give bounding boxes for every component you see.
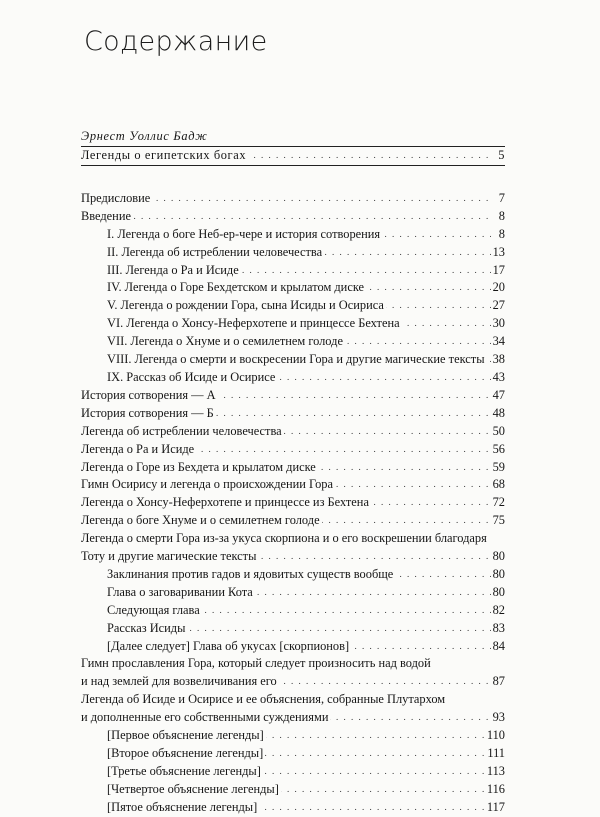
toc-entry-title: VII. Легенда о Хнуме и о семилетнем голоде — [107, 333, 345, 351]
toc-entry-page: 8 — [497, 208, 505, 226]
toc-entry-page: 27 — [491, 297, 505, 315]
toc-entry[interactable] — [81, 333, 505, 351]
toc-entry-page: 113 — [485, 763, 505, 781]
toc-entry-page: 34 — [491, 333, 505, 351]
toc-main-entry[interactable] — [81, 147, 505, 165]
toc-entry-page: 82 — [491, 602, 505, 620]
toc-entry-title: Заклинания против гадов и ядовитых существ вообще — [107, 566, 395, 584]
author-name: Эрнест Уоллис Бадж — [81, 129, 208, 143]
toc-entry-page: 47 — [491, 387, 505, 405]
toc-entry-title: Легенда о Хонсу-Неферхотепе и принцессе из Бехтена — [81, 494, 371, 512]
toc-entry-title: Легенда о боге Хнуме и о семилетнем голоде — [81, 512, 322, 530]
toc-entry-title: История сотворения — Б — [81, 405, 216, 423]
toc-entry-page: 5 — [496, 147, 505, 165]
toc-entry-title: VIII. Легенда о смерти и воскресении Гора и другие магические тексты — [107, 351, 487, 369]
toc-entry-title: IX. Рассказ об Исиде и Осирисе — [107, 369, 277, 387]
toc-entry[interactable] — [81, 763, 505, 781]
toc-entry-title-line: Легенда о смерти Гора из-за укуса скорпиона и о его воскрешении благодаря — [81, 531, 487, 546]
toc-entry[interactable] — [81, 423, 505, 441]
toc-entry[interactable] — [81, 405, 505, 423]
toc-entry-title: Рассказ Исиды — [107, 620, 187, 638]
toc-entry-title: Гимн Осирису и легенда о происхождении Гора — [81, 476, 335, 494]
table-of-contents — [81, 128, 505, 817]
toc-entry-title-line: и дополненные его собственными суждениями — [81, 709, 330, 727]
toc-entry[interactable] — [81, 566, 505, 584]
toc-entry-title: Легенды о египетских богах — [81, 147, 248, 165]
toc-entry-title: Легенда о Ра и Исиде — [81, 441, 196, 459]
toc-entry[interactable] — [81, 512, 505, 530]
toc-entry-page: 80 — [491, 584, 505, 602]
toc-entry[interactable] — [81, 781, 505, 799]
toc-entry-page: 43 — [491, 369, 505, 387]
toc-entry[interactable] — [81, 369, 505, 387]
toc-entry-multiline[interactable] — [81, 655, 505, 691]
toc-entry-title: Легенда о Горе из Бехдета и крылатом диске — [81, 459, 318, 477]
toc-entry[interactable] — [81, 208, 505, 226]
toc-entry-title: [Пятое объяснение легенды] — [107, 799, 259, 817]
toc-entry[interactable] — [81, 602, 505, 620]
toc-entry[interactable] — [81, 315, 505, 333]
toc-entry-page: 110 — [485, 727, 505, 745]
toc-entry-title: Предисловие — [81, 190, 152, 208]
toc-entry-page: 83 — [491, 620, 505, 638]
toc-entry[interactable] — [81, 387, 505, 405]
toc-entry-page: 68 — [491, 476, 505, 494]
toc-entry[interactable] — [81, 494, 505, 512]
toc-entry-title: [Четвертое объяснение легенды] — [107, 781, 281, 799]
toc-entry-page: 38 — [491, 351, 505, 369]
toc-entry[interactable] — [81, 226, 505, 244]
toc-entry[interactable] — [81, 441, 505, 459]
toc-entry-title: II. Легенда об истреблении человечества — [107, 244, 324, 262]
bottom-rule — [81, 165, 505, 166]
toc-entry[interactable] — [81, 584, 505, 602]
toc-entry[interactable] — [81, 190, 505, 208]
toc-entry-title-line: Гимн прославления Гора, который следует произносить над водой — [81, 656, 431, 671]
toc-entry-title-line: Тоту и другие магические тексты — [81, 548, 258, 566]
toc-entry-title-line: Легенда об Исиде и Осирисе и ее объяснения, собранные Плутархом — [81, 692, 446, 707]
toc-entry[interactable] — [81, 351, 505, 369]
toc-entry-page: 30 — [491, 315, 505, 333]
toc-entry[interactable] — [81, 476, 505, 494]
toc-entry-title: [Второе объяснение легенды] — [107, 745, 265, 763]
page-heading: Содержание — [84, 26, 268, 57]
toc-entry-multiline[interactable] — [81, 530, 505, 566]
toc-entry-page: 111 — [485, 745, 505, 763]
toc-entry-page: 87 — [491, 673, 505, 691]
toc-entry-title: История сотворения — А — [81, 387, 218, 405]
toc-entry-page: 7 — [497, 190, 505, 208]
toc-entry-page: 20 — [491, 279, 505, 297]
toc-entry-page: 8 — [497, 226, 505, 244]
toc-entry-page: 48 — [491, 405, 505, 423]
toc-entry[interactable] — [81, 745, 505, 763]
toc-entry-title-line: и над землей для возвеличивания его — [81, 673, 279, 691]
toc-entry[interactable] — [81, 297, 505, 315]
toc-entry-page: 80 — [491, 548, 505, 566]
toc-entry-page: 17 — [491, 262, 505, 280]
toc-entry-page: 93 — [491, 709, 505, 727]
toc-entry[interactable] — [81, 620, 505, 638]
toc-entry-page: 75 — [491, 512, 505, 530]
toc-entry-page: 59 — [491, 459, 505, 477]
toc-entry-title: Легенда об истреблении человечества — [81, 423, 284, 441]
toc-entry-page: 56 — [491, 441, 505, 459]
toc-entry[interactable] — [81, 799, 505, 817]
toc-entry[interactable] — [81, 727, 505, 745]
toc-entry[interactable] — [81, 262, 505, 280]
toc-entry-title: [Третье объяснение легенды] — [107, 763, 263, 781]
toc-entry-title: I. Легенда о боге Неб-ер-чере и история сотворения — [107, 226, 382, 244]
toc-entry-title: Следующая глава — [107, 602, 202, 620]
toc-entry-page: 117 — [485, 799, 505, 817]
toc-entry-title: VI. Легенда о Хонсу-Неферхотепе и принцессе Бехтена — [107, 315, 402, 333]
toc-entry-title: V. Легенда о рождении Гора, сына Исиды и Осириса — [107, 297, 386, 315]
toc-entry[interactable] — [81, 459, 505, 477]
toc-entry-title: IV. Легенда о Горе Бехдетском и крылатом диске — [107, 279, 366, 297]
toc-entry-title: [Первое объяснение легенды] — [107, 727, 266, 745]
toc-entry[interactable] — [81, 244, 505, 262]
toc-entry-page: 80 — [491, 566, 505, 584]
toc-entry-title: Введение — [81, 208, 133, 226]
toc-entry-multiline[interactable] — [81, 691, 505, 727]
toc-entry-page: 13 — [491, 244, 505, 262]
toc-entry[interactable] — [81, 638, 505, 656]
toc-entry[interactable] — [81, 279, 505, 297]
toc-entry-title: [Далее следует] Глава об укусах [скорпионов] — [107, 638, 351, 656]
toc-entry-title: III. Легенда о Ра и Исиде — [107, 262, 241, 280]
toc-entry-title: Глава о заговаривании Кота — [107, 584, 255, 602]
toc-entry-page: 72 — [491, 494, 505, 512]
toc-entry-page: 116 — [485, 781, 505, 799]
toc-entry-page: 84 — [491, 638, 505, 656]
toc-entry-page: 50 — [491, 423, 505, 441]
